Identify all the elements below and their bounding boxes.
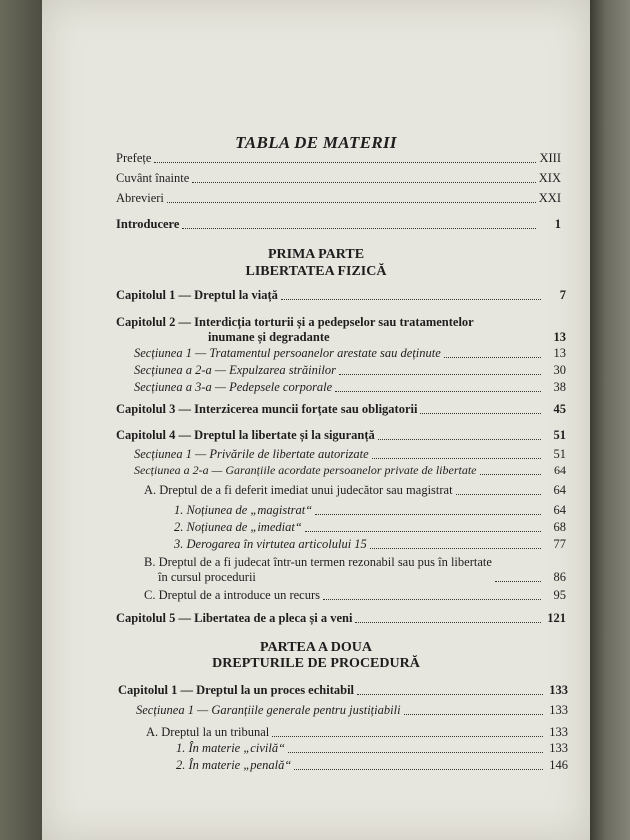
toc-entry-section[interactable] [134,363,566,378]
toc-page-number: 38 [553,380,566,394]
toc-label: 1. În materie „civilă“ [176,741,286,755]
toc-label: 1. Noțiunea de „magistrat“ [174,503,313,517]
toc-page-number: 13 [553,346,566,360]
leader-dots [192,182,536,183]
leader-dots [315,514,541,515]
toc-entry-section[interactable] [134,380,566,395]
leader-dots [480,474,542,475]
toc-page-number: 77 [553,537,566,551]
leader-dots [357,694,543,695]
toc-page-number: 133 [549,683,568,697]
toc-label: Capitolul 1 — Dreptul la un proces echitabil [118,683,355,697]
toc-label [116,315,474,345]
toc-label-line: în cursul procedurii [158,570,256,584]
toc-label: A. Dreptul de a fi deferit imediat unui judecător sau magistrat [144,483,453,497]
page-title: TABLA DE MATERII [235,133,397,152]
toc-entry-cuvant-inainte[interactable] [116,171,561,186]
toc-label: Capitolul 3 — Interzicerea muncii forțate sau obligatorii [116,402,418,416]
leader-dots [339,374,541,375]
book-edge [590,0,630,840]
toc-entry-chapter[interactable] [116,402,566,417]
leader-dots [495,581,541,582]
toc-entry-subsection[interactable] [144,588,566,603]
toc-page-number: 68 [553,520,566,534]
toc-entry-chapter[interactable] [118,683,568,698]
toc-label: Secțiunea 1 — Garanțiile generale pentru justițiabili [136,703,401,717]
toc-page-number: 30 [553,363,566,377]
toc-page-number: 133 [549,725,568,739]
leader-dots [305,531,541,532]
toc-label: Secțiunea a 2-a — Garanțiile acordate persoanelor private de libertate [134,463,477,477]
toc-entry-chapter[interactable] [116,288,566,303]
toc-entry-item[interactable] [174,503,566,518]
toc-entry-prefete[interactable] [116,151,561,166]
toc-entry-chapter[interactable] [116,315,566,345]
leader-dots [182,228,536,229]
leader-dots [456,494,541,495]
toc-label: Abrevieri [116,191,164,205]
toc-page-number: 64 [554,463,566,477]
toc-page-number: 51 [553,428,566,442]
part-subheading: DREPTURILE DE PROCEDURĂ [212,656,420,671]
toc-label-line: Capitolul 2 — Interdicția torturii și a pedepselor sau tratamentelor [116,315,474,329]
toc-page-number: XIII [539,151,561,165]
toc-label: 2. În materie „penală“ [176,758,292,772]
toc-page-number: XIX [538,171,561,185]
part-heading: PRIMA PARTE [267,247,365,262]
toc-entry-chapter[interactable] [116,611,566,626]
toc-entry-section[interactable] [134,463,566,478]
toc-entry-item[interactable] [174,520,566,535]
toc-entry-item[interactable] [176,741,568,756]
leader-dots [294,769,543,770]
toc-label: 2. Noțiunea de „imediat“ [174,520,302,534]
toc-label: Prefețe [116,151,152,165]
toc-page-number: 64 [553,483,566,497]
leader-dots [355,622,541,623]
toc-page-number: 13 [553,330,566,344]
toc-page-number: 95 [553,588,566,602]
leader-dots [370,548,541,549]
toc-entry-chapter[interactable] [116,428,566,443]
leader-dots [281,299,541,300]
toc-entry-item[interactable] [174,537,566,552]
toc-label: 3. Derogarea în virtutea articolului 15 [174,537,367,551]
toc-page-number: 146 [549,758,568,772]
leader-dots [167,202,536,203]
toc-label-line: B. Dreptul de a fi judecat într-un termen rezonabil sau pus în libertate [144,555,492,569]
leader-dots [335,391,541,392]
leader-dots [372,458,541,459]
toc-label: Secțiunea a 2-a — Expulzarea străinilor [134,363,336,377]
toc-entry-subsection[interactable] [146,725,568,740]
toc-label [144,555,492,585]
toc-entry-section[interactable] [134,447,566,462]
toc-entry-introducere[interactable] [116,217,561,232]
toc-label: Capitolul 4 — Dreptul la libertate și la siguranță [116,428,375,442]
book-gutter [0,0,42,840]
toc-label: Introducere [116,217,180,231]
toc-page-number: 51 [553,447,566,461]
toc-label: Cuvânt înainte [116,171,190,185]
toc-page-number: 1 [554,217,561,231]
part-subheading: LIBERTATEA FIZICĂ [245,264,387,279]
toc-page-number: 86 [553,570,566,584]
toc-page-number: 7 [559,288,566,302]
toc-label: Capitolul 5 — Libertatea de a pleca și a veni [116,611,353,625]
toc-label: Secțiunea a 3-a — Pedepsele corporale [134,380,333,394]
part-heading: PARTEA A DOUA [259,640,373,655]
toc-label: Capitolul 1 — Dreptul la viață [116,288,278,302]
toc-entry-subsection[interactable] [144,555,566,585]
toc-entry-section[interactable] [134,346,566,361]
toc-label: Secțiunea 1 — Privările de libertate autorizate [134,447,369,461]
toc-label: A. Dreptul la un tribunal [146,725,270,739]
leader-dots [272,736,543,737]
toc-page-number: 133 [549,741,568,755]
leader-dots [288,752,543,753]
leader-dots [420,413,541,414]
leader-dots [154,162,536,163]
toc-page-number: XXI [538,191,561,205]
leader-dots [378,439,541,440]
leader-dots [404,714,543,715]
toc-entry-abrevieri[interactable] [116,191,561,206]
toc-label-line: inumane și degradante [208,330,330,344]
toc-page-number: 64 [553,503,566,517]
toc-entry-section[interactable] [136,703,568,718]
toc-entry-item[interactable] [176,758,568,773]
toc-label: Secțiunea 1 — Tratamentul persoanelor arestate sau deținute [134,346,441,360]
leader-dots [444,357,541,358]
document-page [42,0,590,840]
toc-page-number: 133 [549,703,568,717]
toc-entry-subsection[interactable] [144,483,566,498]
toc-page-number: 45 [553,402,566,416]
toc-label: C. Dreptul de a introduce un recurs [144,588,320,602]
leader-dots [323,599,541,600]
toc-page-number: 121 [547,611,566,625]
